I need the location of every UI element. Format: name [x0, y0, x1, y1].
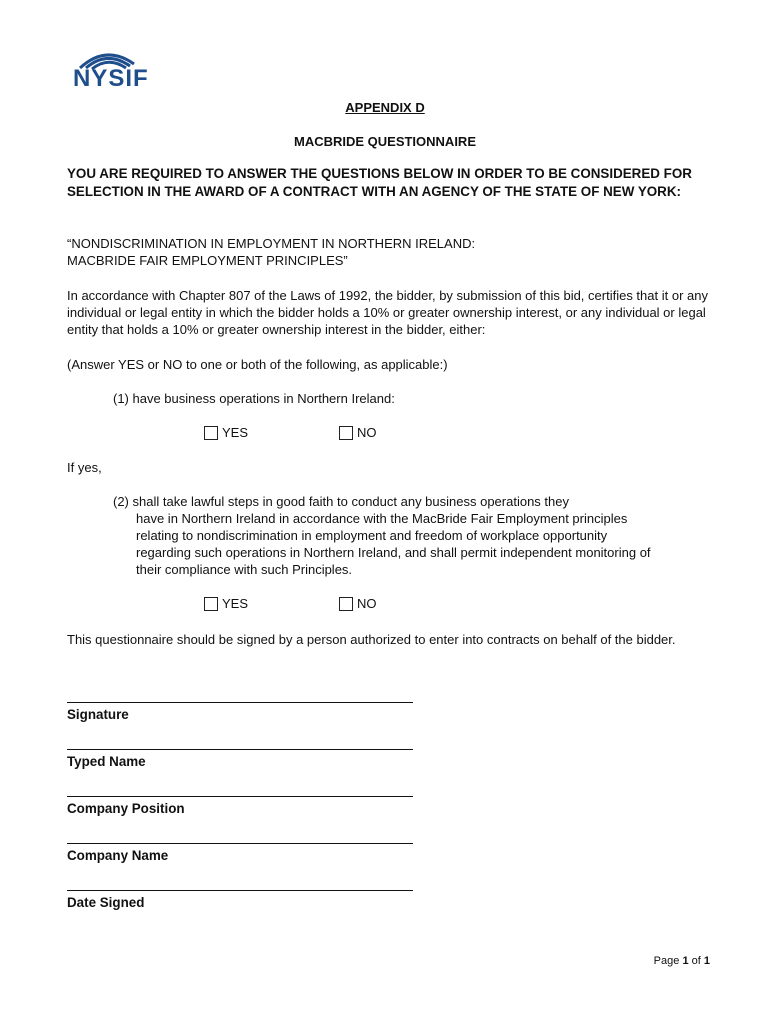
- question-2-yes-option[interactable]: [204, 596, 248, 611]
- if-yes-label: If yes,: [67, 460, 102, 475]
- question-2-no-option[interactable]: [339, 596, 377, 611]
- page-prefix: Page: [653, 955, 680, 967]
- signature-label: Signature: [67, 707, 129, 722]
- question-1-yes-option[interactable]: [204, 425, 248, 440]
- principles-line-1: “NONDISCRIMINATION IN EMPLOYMENT IN NORTHERN IRELAND:: [67, 236, 476, 251]
- question-2-yes-label: YES: [222, 596, 249, 611]
- principles-line-2: MACBRIDE FAIR EMPLOYMENT PRINCIPLES”: [67, 253, 348, 268]
- question-2-no-label: NO: [357, 596, 377, 611]
- intro-paragraph: In accordance with Chapter 807 of the Laws of 1992, the bidder, by submission of this bid, certifies that it or any individual or legal entity in which the bidder holds a 10% or greater ownership interest, or any individual or legal entity that holds a 10% or greater ownership interest in the bidder, either:: [67, 288, 708, 337]
- question-1-no-checkbox[interactable]: [339, 426, 353, 440]
- question-2-line: their compliance with such Principles.: [136, 562, 353, 577]
- question-2-yes-checkbox[interactable]: [204, 597, 218, 611]
- page-total: 1: [703, 955, 710, 967]
- date-signed-label: Date Signed: [67, 895, 145, 910]
- signature-instruction: This questionnaire should be signed by a person authorized to enter into contracts on behalf of the bidder.: [67, 632, 676, 647]
- page-current: 1: [682, 955, 689, 967]
- typed-name-label: Typed Name: [67, 754, 146, 769]
- page-number: [654, 955, 710, 967]
- question-2-line: relating to nondiscrimination in employment and freedom of workplace opportunity: [136, 528, 608, 543]
- company-position-line[interactable]: [67, 796, 413, 797]
- question-1-yes-label: YES: [222, 425, 249, 440]
- question-2-line: regarding such operations in Northern Ireland, and shall permit independent monitoring of: [136, 545, 651, 560]
- company-position-label: Company Position: [67, 801, 185, 816]
- requirement-statement: YOU ARE REQUIRED TO ANSWER THE QUESTIONS BELOW IN ORDER TO BE CONSIDERED FOR SELECTION IN THE AWARD OF A CONTRACT WITH AN AGENCY OF THE STATE OF NEW YORK:: [67, 166, 692, 199]
- question-1-yes-checkbox[interactable]: [204, 426, 218, 440]
- question-1-no-option[interactable]: [339, 425, 377, 440]
- typed-name-line[interactable]: [67, 749, 413, 750]
- question-2-text: [113, 493, 651, 578]
- question-2-line: have in Northern Ireland in accordance with the MacBride Fair Employment principles: [136, 511, 628, 526]
- signature-line[interactable]: [67, 702, 413, 703]
- company-name-line[interactable]: [67, 843, 413, 844]
- page-of: of: [691, 955, 701, 967]
- logo-text: NYSIF: [73, 65, 149, 92]
- question-1-no-label: NO: [357, 425, 377, 440]
- question-2-first-line: (2) shall take lawful steps in good faith to conduct any business operations they: [113, 494, 569, 509]
- answer-instruction: (Answer YES or NO to one or both of the following, as applicable:): [67, 357, 448, 372]
- questionnaire-title: MACBRIDE QUESTIONNAIRE: [293, 134, 476, 149]
- question-2-no-checkbox[interactable]: [339, 597, 353, 611]
- date-signed-line[interactable]: [67, 890, 413, 891]
- appendix-heading: APPENDIX D: [345, 100, 425, 115]
- company-name-label: Company Name: [67, 848, 169, 863]
- question-1-text: (1) have business operations in Northern Ireland:: [113, 391, 395, 406]
- nysif-logo: [70, 46, 162, 96]
- principles-heading: [67, 235, 717, 269]
